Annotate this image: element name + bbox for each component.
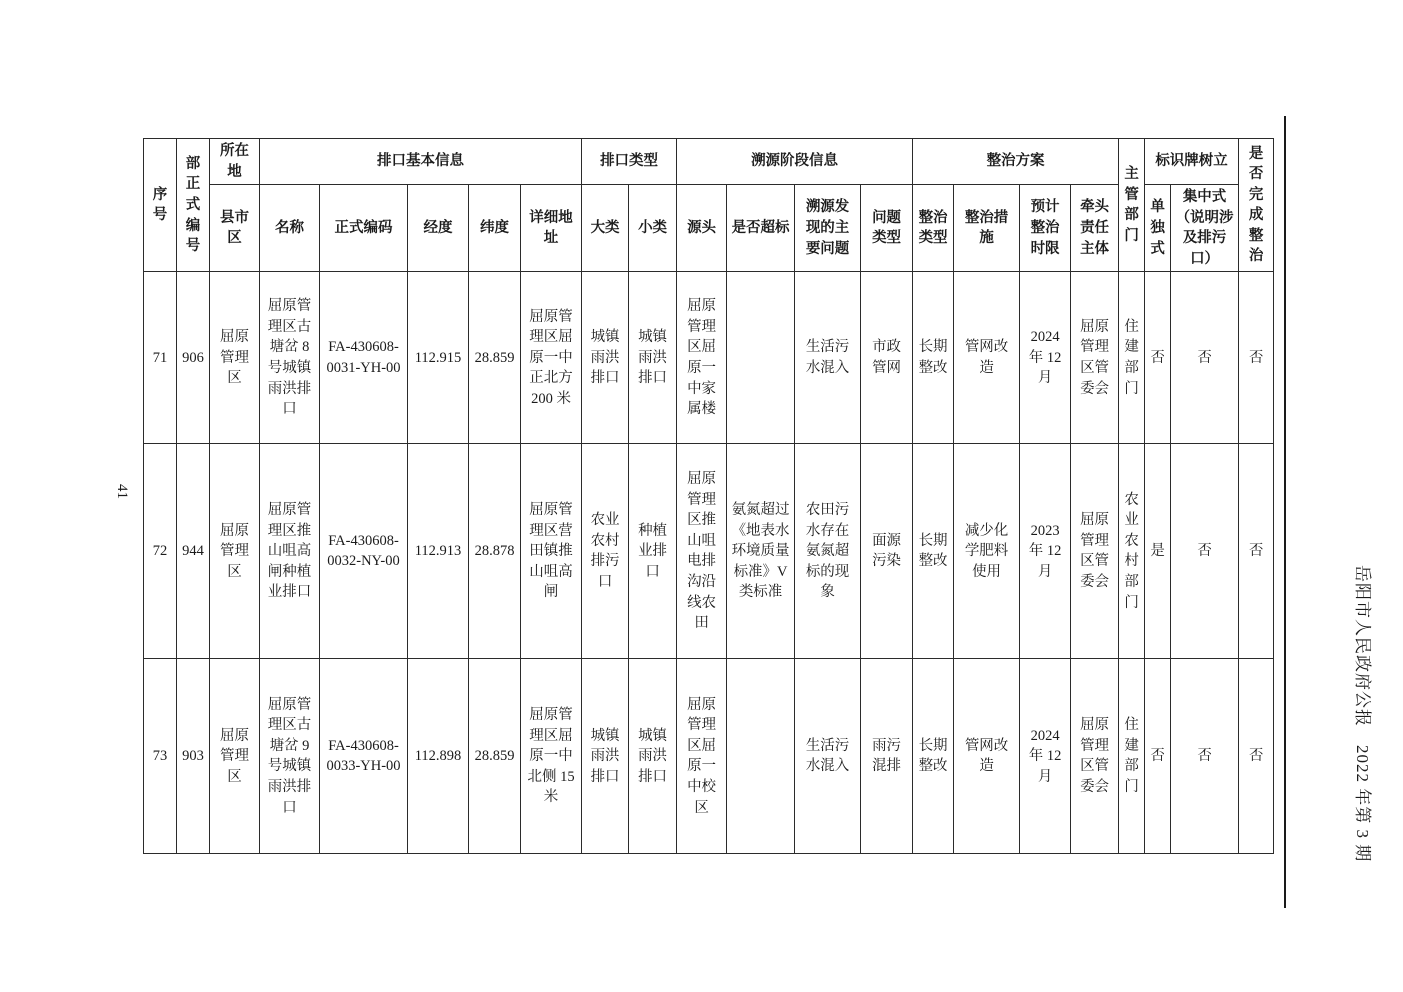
header-location: 所在地 — [210, 139, 260, 185]
cell-name: 屈原管理区古塘岔 8 号城镇雨洪排口 — [260, 272, 320, 444]
cell-rect-type: 长期整改 — [913, 272, 954, 444]
header-outlet-type: 排口类型 — [582, 139, 677, 185]
header-sign: 标识牌树立 — [1145, 139, 1239, 185]
cell-seq: 73 — [144, 659, 177, 854]
header-plan: 整治方案 — [913, 139, 1119, 185]
cell-deadline: 2024 年 12 月 — [1020, 272, 1071, 444]
cell-measure: 管网改造 — [954, 659, 1020, 854]
header-exceed: 是否超标 — [727, 185, 795, 272]
header-standalone: 单独式 — [1145, 185, 1171, 272]
cell-lat: 28.878 — [469, 444, 521, 659]
cell-completed: 否 — [1239, 272, 1274, 444]
header-address: 详细地址 — [521, 185, 582, 272]
cell-name: 屈原管理区推山咀高闸种植业排口 — [260, 444, 320, 659]
header-centralized: 集中式（说明涉及排污口） — [1171, 185, 1239, 272]
cell-centralized: 否 — [1171, 444, 1239, 659]
table-row — [144, 659, 1274, 854]
cell-source: 屈原管理区屈原一中校区 — [677, 659, 727, 854]
cell-major: 农业农村排污口 — [582, 444, 629, 659]
cell-lead: 屈原管理区管委会 — [1071, 444, 1119, 659]
cell-lat: 28.859 — [469, 272, 521, 444]
cell-deadline: 2023 年 12 月 — [1020, 444, 1071, 659]
cell-source: 屈原管理区屈原一中家属楼 — [677, 272, 727, 444]
cell-dept: 住建部门 — [1119, 659, 1145, 854]
cell-address: 屈原管理区屈原一中正北方 200 米 — [521, 272, 582, 444]
cell-exceed — [727, 659, 795, 854]
cell-problem-type: 市政管网 — [861, 272, 913, 444]
cell-lat: 28.859 — [469, 659, 521, 854]
cell-county: 屈原管理区 — [210, 444, 260, 659]
cell-seq: 72 — [144, 444, 177, 659]
cell-major: 城镇雨洪排口 — [582, 659, 629, 854]
cell-standalone: 否 — [1145, 659, 1171, 854]
header-county: 县市区 — [210, 185, 260, 272]
table-row — [144, 444, 1274, 659]
cell-code: FA-430608-0033-YH-00 — [320, 659, 408, 854]
header-code: 正式编码 — [320, 185, 408, 272]
cell-dept: 农业农村部门 — [1119, 444, 1145, 659]
header-major: 大类 — [582, 185, 629, 272]
cell-rect-type: 长期整改 — [913, 444, 954, 659]
cell-county: 屈原管理区 — [210, 272, 260, 444]
cell-centralized: 否 — [1171, 659, 1239, 854]
cell-address: 屈原管理区营田镇推山咀高闸 — [521, 444, 582, 659]
side-rule — [1284, 116, 1286, 908]
cell-lng: 112.898 — [408, 659, 469, 854]
cell-major: 城镇雨洪排口 — [582, 272, 629, 444]
header-completed: 是否完成整治 — [1239, 139, 1274, 272]
header-problem-type: 问题类型 — [861, 185, 913, 272]
header-source: 源头 — [677, 185, 727, 272]
cell-problem: 生活污水混入 — [795, 272, 861, 444]
cell-lng: 112.913 — [408, 444, 469, 659]
cell-completed: 否 — [1239, 659, 1274, 854]
gazette-side-note: 岳阳市人民政府公报 2022 年第 3 期 — [1353, 565, 1372, 863]
cell-deadline: 2024 年 12 月 — [1020, 659, 1071, 854]
cell-name: 屈原管理区古塘岔 9 号城镇雨洪排口 — [260, 659, 320, 854]
header-minor: 小类 — [629, 185, 677, 272]
header-measure: 整治措施 — [954, 185, 1020, 272]
cell-ministry-no: 903 — [177, 659, 210, 854]
header-rect-type: 整治类型 — [913, 185, 954, 272]
header-dept: 主管部门 — [1119, 139, 1145, 272]
cell-measure: 管网改造 — [954, 272, 1020, 444]
cell-source: 屈原管理区推山咀电排沟沿线农田 — [677, 444, 727, 659]
header-problem: 溯源发现的主要问题 — [795, 185, 861, 272]
header-seq: 序号 — [144, 139, 177, 272]
cell-problem: 农田污水存在氨氮超标的现象 — [795, 444, 861, 659]
header-basic-info: 排口基本信息 — [260, 139, 582, 185]
header-deadline: 预计整治时限 — [1020, 185, 1071, 272]
header-trace-info: 溯源阶段信息 — [677, 139, 913, 185]
cell-seq: 71 — [144, 272, 177, 444]
cell-exceed — [727, 272, 795, 444]
header-lead: 牵头责任主体 — [1071, 185, 1119, 272]
cell-measure: 减少化学肥料使用 — [954, 444, 1020, 659]
cell-lead: 屈原管理区管委会 — [1071, 272, 1119, 444]
cell-address: 屈原管理区屈原一中北侧 15 米 — [521, 659, 582, 854]
header-lat: 纬度 — [469, 185, 521, 272]
cell-problem-type: 面源污染 — [861, 444, 913, 659]
cell-lead: 屈原管理区管委会 — [1071, 659, 1119, 854]
cell-completed: 否 — [1239, 444, 1274, 659]
cell-county: 屈原管理区 — [210, 659, 260, 854]
cell-ministry-no: 906 — [177, 272, 210, 444]
cell-minor: 种植业排口 — [629, 444, 677, 659]
page-number: 41 — [114, 484, 130, 499]
outfall-remediation-table — [143, 138, 1274, 854]
cell-code: FA-430608-0031-YH-00 — [320, 272, 408, 444]
cell-lng: 112.915 — [408, 272, 469, 444]
cell-ministry-no: 944 — [177, 444, 210, 659]
cell-centralized: 否 — [1171, 272, 1239, 444]
cell-dept: 住建部门 — [1119, 272, 1145, 444]
cell-exceed: 氨氮超过《地表水环境质量标准》V类标准 — [727, 444, 795, 659]
cell-minor: 城镇雨洪排口 — [629, 272, 677, 444]
header-lng: 经度 — [408, 185, 469, 272]
cell-rect-type: 长期整改 — [913, 659, 954, 854]
header-name: 名称 — [260, 185, 320, 272]
table-row — [144, 272, 1274, 444]
cell-standalone: 否 — [1145, 272, 1171, 444]
cell-standalone: 是 — [1145, 444, 1171, 659]
cell-problem-type: 雨污混排 — [861, 659, 913, 854]
header-ministry-no: 部正式编号 — [177, 139, 210, 272]
cell-code: FA-430608-0032-NY-00 — [320, 444, 408, 659]
cell-minor: 城镇雨洪排口 — [629, 659, 677, 854]
cell-problem: 生活污水混入 — [795, 659, 861, 854]
